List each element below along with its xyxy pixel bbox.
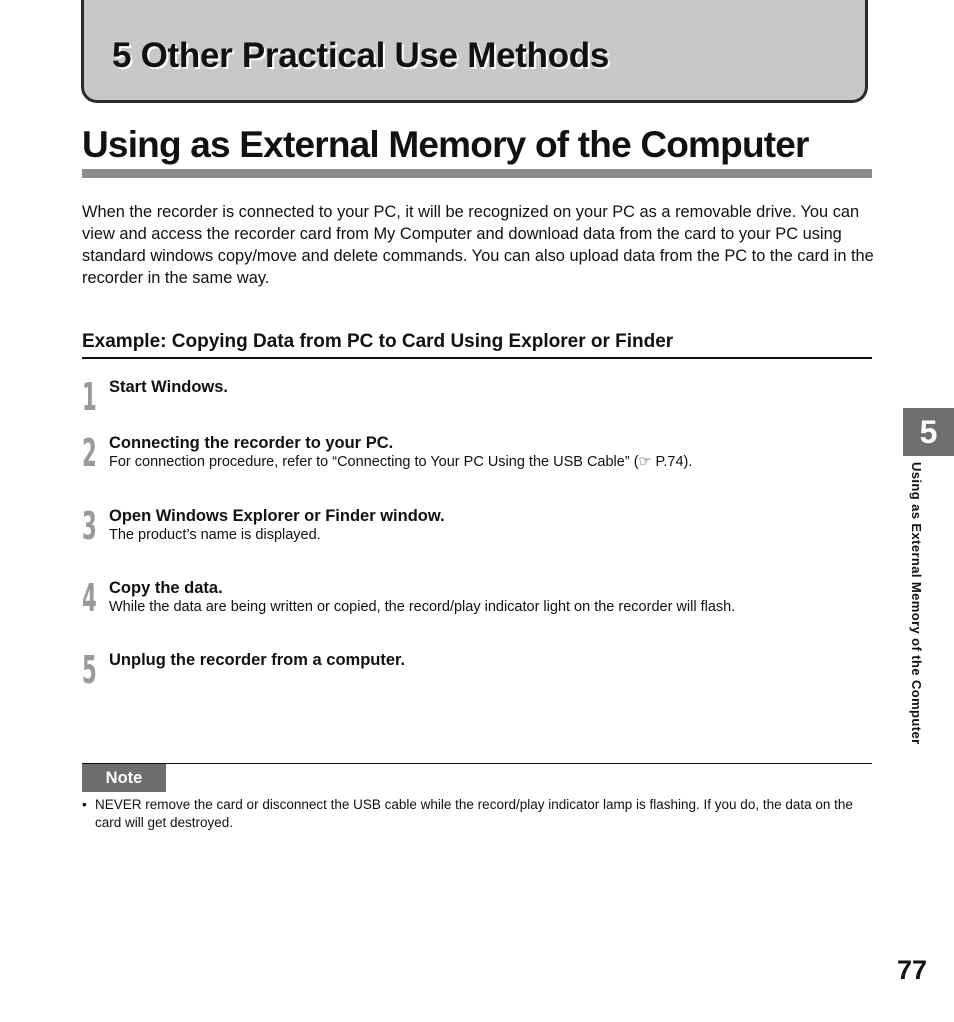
step-number: 3 [82, 504, 97, 548]
step-description: While the data are being written or copied, the record/play indicator light on the recorder will flash. [109, 599, 736, 615]
heading-divider [82, 169, 872, 178]
step-title: Connecting the recorder to your PC. [109, 434, 394, 452]
note-item [82, 796, 872, 831]
page-title: Using as External Memory of the Computer [82, 124, 809, 165]
step-number: 2 [82, 431, 97, 475]
step-title: Start Windows. [109, 378, 229, 396]
chapter-title: 5 Other Practical Use Methods [112, 36, 610, 75]
step-number: 4 [82, 576, 97, 620]
step-description: The product’s name is displayed. [109, 527, 321, 543]
note-divider [82, 763, 872, 764]
step-number: 5 [82, 648, 97, 692]
chapter-tab: 5 [903, 408, 954, 456]
section-divider [82, 357, 872, 359]
page-number: 77 [897, 955, 928, 985]
intro-paragraph: When the recorder is connected to your PC, it will be recognized on your PC as a removable drive. You can view and access the recorder card from My Computer and download data from the card to your PC using standard windows copy/move and delete commands. You can also upload data from the PC to the card in the recorder in the same way. [82, 203, 874, 287]
step-description: For connection procedure, refer to “Connecting to Your PC Using the USB Cable” (☞ P.74). [109, 454, 693, 470]
side-section-label: Using as External Memory of the Computer [909, 462, 924, 745]
step-number: 1 [82, 375, 97, 419]
step-title: Unplug the recorder from a computer. [109, 651, 406, 669]
step-title: Copy the data. [109, 579, 223, 597]
bullet: • [82, 797, 87, 812]
chapter-banner [81, 0, 868, 103]
note-label: Note [82, 764, 166, 792]
step-title: Open Windows Explorer or Finder window. [109, 507, 445, 525]
section-heading: Example: Copying Data from PC to Card Using Explorer or Finder [82, 331, 674, 352]
note-text: NEVER remove the card or disconnect the USB cable while the record/play indicator lamp is flashing. If you do, the data on the card will get destroyed. [95, 797, 853, 830]
